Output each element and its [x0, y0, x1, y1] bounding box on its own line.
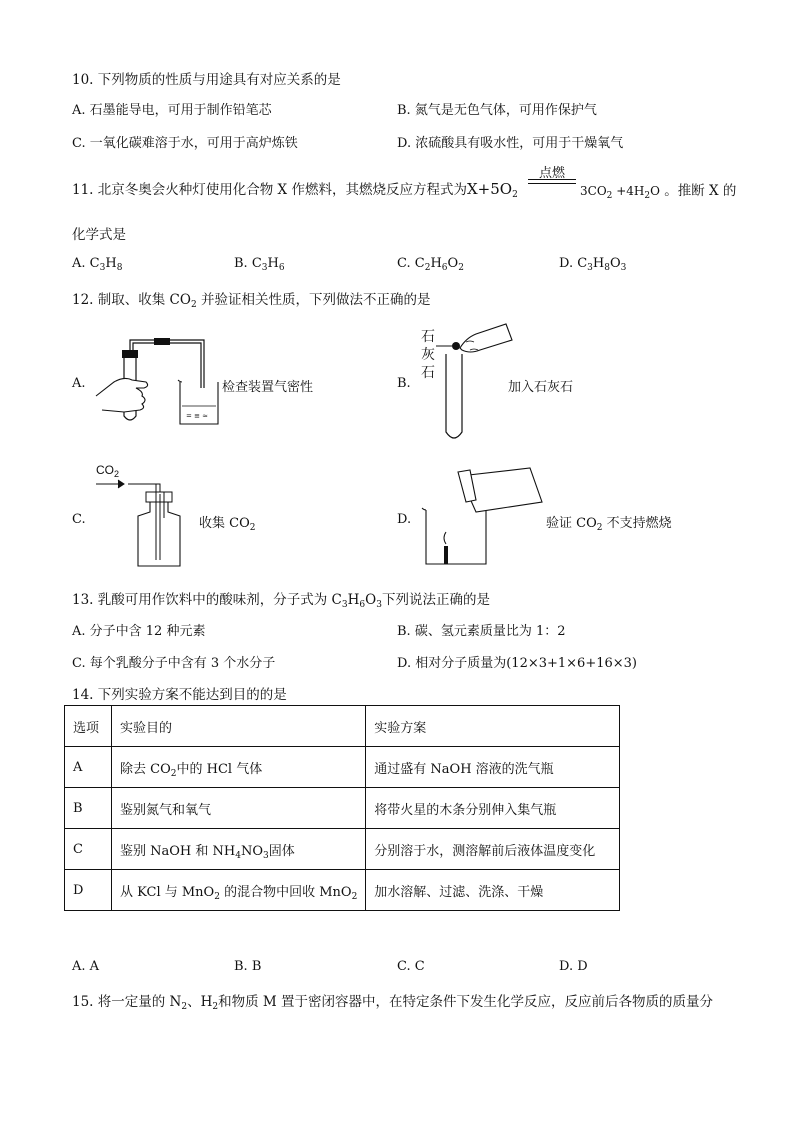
row-purpose: 除去 $CO_2$中的 HCl 气体	[112, 747, 366, 788]
row-option: C	[65, 829, 112, 870]
q11-option-d: D. $C_3H_8O_3$	[559, 256, 627, 273]
q11-stem: 11. 北京冬奥会火种灯使用化合物 X 作燃料，其燃烧反应方程式为$X+5O_2$	[72, 180, 518, 200]
q12-option-b-text: 加入石灰石	[508, 380, 574, 395]
q14-option-c: C. C	[397, 959, 425, 974]
q14-stem: 14. 下列实验方案不能达到目的的是	[72, 687, 287, 703]
q10-option-c: C. 一氧化碳难溶于水，可用于高炉炼铁	[72, 136, 298, 151]
row-plan: 分别溶于水，测溶解前后液体温度变化	[366, 829, 620, 870]
add-limestone-figure	[436, 320, 516, 445]
q13-option-c: C. 每个乳酸分子中含有 3 个水分子	[72, 656, 276, 671]
row-purpose: 鉴别 NaOH 和 $NH_4NO_3$固体	[112, 829, 366, 870]
row-purpose: 鉴别氮气和氧气	[112, 788, 366, 829]
q12-option-c-text: 收集 $CO_2$	[199, 516, 256, 533]
table-row	[65, 747, 620, 788]
q11-stem-line2: 化学式是	[72, 227, 126, 243]
q13-option-a: A. 分子中含 12 种元素	[72, 624, 206, 639]
row-plan: 通过盛有 NaOH 溶液的洗气瓶	[366, 747, 620, 788]
q10-option-a: A. 石墨能导电，可用于制作铅笔芯	[72, 103, 272, 118]
airtightness-apparatus-figure	[94, 336, 224, 431]
gas-collection-bottle-figure	[94, 478, 184, 570]
equation-right: $3CO_2 +4H_2O$ 。推断 X 的	[580, 183, 737, 201]
equation-double-line	[528, 179, 576, 184]
q12-option-d-letter: D.	[397, 512, 412, 527]
row-plan: 将带火星的木条分别伸入集气瓶	[366, 788, 620, 829]
row-plan: 加水溶解、过滤、洗涤、干燥	[366, 870, 620, 911]
header-plan: 实验方案	[366, 706, 620, 747]
equation-condition: 点燃	[538, 166, 565, 181]
experiment-table	[64, 705, 620, 911]
q12-option-a-letter: A.	[72, 376, 86, 391]
q11-option-a: A. $C_3H_8$	[72, 256, 123, 273]
q14-option-a: A. A	[72, 959, 100, 974]
row-option: D	[65, 870, 112, 911]
q14-option-d: D. D	[559, 959, 588, 974]
q13-stem: 13. 乳酸可用作饮料中的酸味剂，分子式为 $C_3H_6O_3$下列说法正确的是	[72, 592, 490, 610]
q10-stem: 10. 下列物质的性质与用途具有对应关系的是	[72, 72, 341, 88]
row-purpose: 从 KCl 与 MnO$_2$ 的混合物中回收 MnO$_2$	[112, 870, 366, 911]
table-header-row	[65, 706, 620, 747]
header-purpose: 实验目的	[112, 706, 366, 747]
table-row	[65, 870, 620, 911]
q13-option-b: B. 碳、氢元素质量比为 1：2	[397, 624, 566, 639]
table-row	[65, 788, 620, 829]
q14-option-b: B. B	[234, 959, 262, 974]
q11-option-b: B. $C_3H_6$	[234, 256, 285, 273]
q12-stem: 12. 制取、收集 $CO_2$ 并验证相关性质，下列做法不正确的是	[72, 292, 431, 310]
q10-option-b: B. 氮气是无色气体，可用作保护气	[397, 103, 597, 118]
q11-option-c: C. $C_2H_6O_2$	[397, 256, 464, 273]
svg-text:= ≡ ≈: = ≡ ≈	[186, 412, 209, 420]
q12-option-c-letter: C.	[72, 512, 86, 527]
limestone-label: 石 灰 石	[421, 329, 435, 381]
row-option: B	[65, 788, 112, 829]
table-row	[65, 829, 620, 870]
q10-option-d: D. 浓硫酸具有吸水性，可用于干燥氧气	[397, 136, 624, 151]
q12-option-b-letter: B.	[397, 376, 411, 391]
equation-left: $X+5O_2$	[466, 180, 518, 200]
candle-extinguish-figure	[420, 466, 550, 570]
row-option: A	[65, 747, 112, 788]
q12-option-d-text: 验证 $CO_2$ 不支持燃烧	[546, 516, 672, 533]
q15-stem: 15. 将一定量的 $N_2$、$H_2$和物质 M 置于密闭容器中，在特定条件下发生化学反应，反应前后各物质的质量分	[72, 994, 714, 1012]
header-option: 选项	[65, 706, 112, 747]
gas-inlet-label: $CO_2$	[96, 463, 120, 479]
q13-option-d: D. 相对分子质量为(12×3+1×6+16×3)	[397, 656, 637, 671]
q12-option-a-text: 检查装置气密性	[222, 380, 314, 395]
